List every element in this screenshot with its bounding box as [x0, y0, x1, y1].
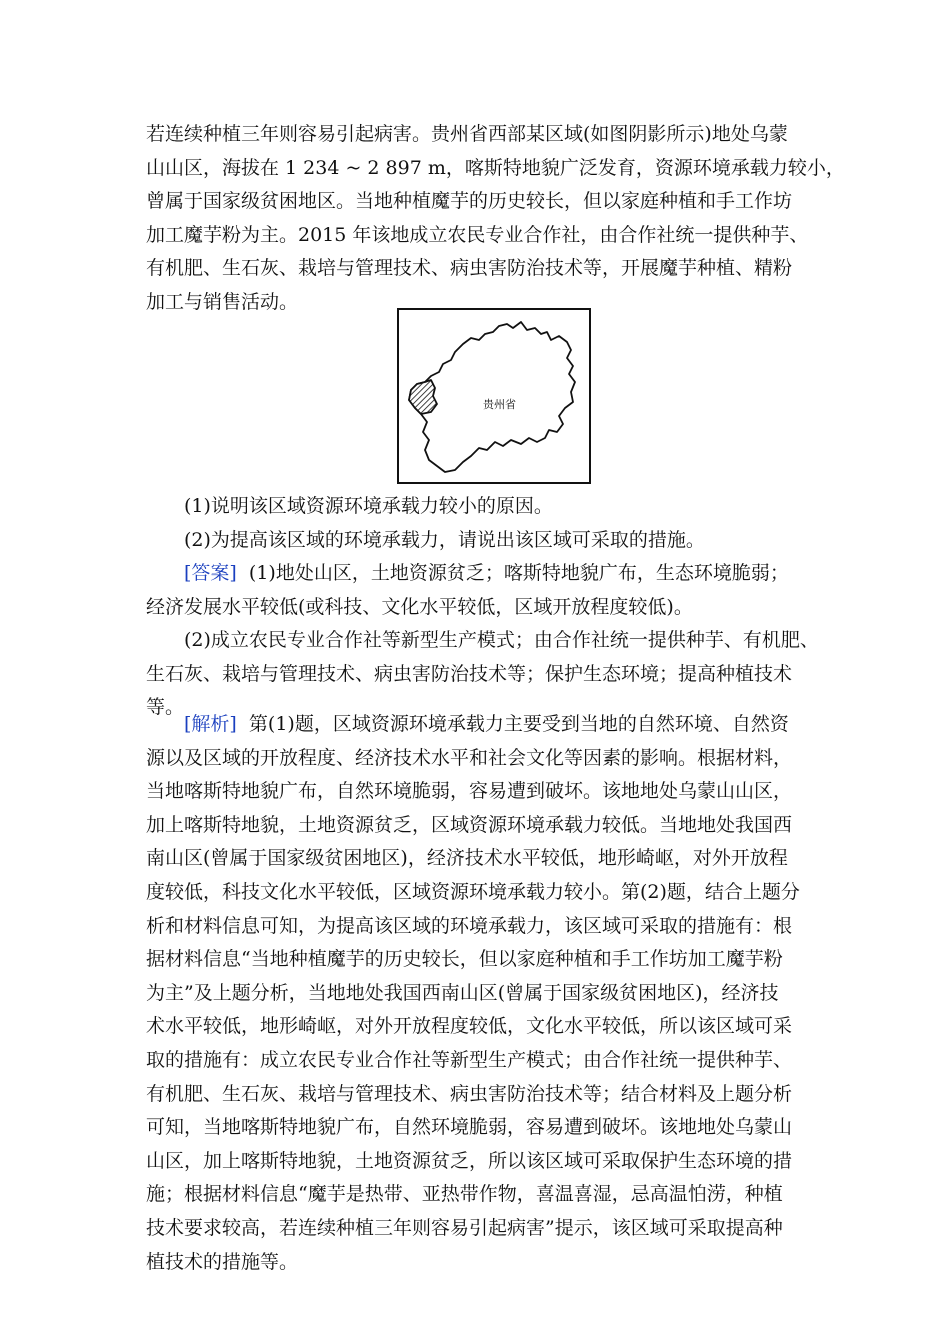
answer-line: (2)成立农民专业合作社等新型生产模式；由合作社统一提供种芋、有机肥、 [184, 629, 819, 651]
analysis-line: 源以及区域的开放程度、经济技术水平和社会文化等因素的影响。根据材料， [146, 746, 793, 769]
analysis-line: 施；根据材料信息“魔芋是热带、亚热带作物，喜温喜湿，忌高温怕涝，种植 [146, 1183, 783, 1206]
analysis-line: 术水平较低，地形崎岖，对外开放程度较低，文化水平较低，所以该区域可采 [146, 1015, 793, 1038]
intro-paragraph [146, 118, 845, 320]
analysis-line: 南山区(曾属于国家级贫困地区)，经济技术水平较低，地形崎岖，对外开放程 [146, 847, 788, 870]
analysis-line: 技术要求较高，若连续种植三年则容易引起病害”提示，该区域可采取提高种 [146, 1216, 783, 1239]
intro-line: 加工与销售活动。 [146, 290, 299, 313]
answer-tag: [答案] [184, 562, 237, 584]
analysis-line: 为主”及上题分析，当地地处我国西南山区(曾属于国家级贫困地区)，经济技 [146, 981, 779, 1004]
guizhou-map-figure [397, 308, 591, 484]
answer-line [146, 557, 818, 591]
analysis-line: 加上喀斯特地貌，土地资源贫乏，区域资源环境承载力较低。当地地处我国西 [146, 813, 793, 836]
analysis-block [146, 708, 818, 1279]
analysis-line: 植技术的措施等。 [146, 1250, 299, 1273]
analysis-line: 度较低，科技文化水平较低，区域资源环境承载力较小。第(2)题，结合上题分 [146, 880, 800, 903]
answer-text: (1)地处山区，土地资源贫乏；喀斯特地貌广布，生态环境脆弱； [248, 562, 789, 584]
answer-line: 经济发展水平较低(或科技、文化水平较低，区域开放程度较低)。 [146, 595, 693, 618]
analysis-text: 第(1)题，区域资源环境承载力主要受到当地的自然环境、自然资 [248, 713, 789, 735]
analysis-line [146, 708, 818, 742]
intro-line: 山山区，海拔在 1 234 ~ 2 897 m，喀斯特地貌广泛发育，资源环境承载力较小， [146, 156, 845, 179]
question-2 [146, 524, 818, 558]
analysis-line: 析和材料信息可知，为提高该区域的环境承载力，该区域可采取的措施有：根 [146, 914, 793, 937]
intro-line: 曾属于国家级贫困地区。当地种植魔芋的历史较长，但以家庭种植和手工作坊 [146, 190, 793, 213]
map-label-guizhou: 贵州省 [483, 398, 516, 411]
intro-line: 若连续种植三年则容易引起病害。贵州省西部某区域(如图阴影所示)地处乌蒙 [146, 123, 788, 145]
shaded-region [409, 380, 437, 414]
question-text: (1)说明该区域资源环境承载力较小的原因。 [184, 495, 553, 517]
analysis-line: 取的措施有：成立农民专业合作社等新型生产模式；由合作社统一提供种芋、 [146, 1048, 793, 1071]
answer-line: 等。 [146, 696, 185, 719]
analysis-line: 有机肥、生石灰、栽培与管理技术、病虫害防治技术等；结合材料及上题分析 [146, 1082, 793, 1105]
analysis-line: 可知，当地喀斯特地貌广布，自然环境脆弱，容易遭到破坏。该地地处乌蒙山 [146, 1116, 793, 1139]
analysis-line: 据材料信息“当地种植魔芋的历史较长，但以家庭种植和手工作坊加工魔芋粉 [146, 948, 783, 971]
question-1 [146, 490, 818, 524]
analysis-line: 当地喀斯特地貌广布，自然环境脆弱，容易遭到破坏。该地地处乌蒙山山区， [146, 780, 793, 803]
answer-block [146, 557, 818, 624]
question-text: (2)为提高该区域的环境承载力，请说出该区域可采取的措施。 [184, 529, 705, 551]
answer-line: 生石灰、栽培与管理技术、病虫害防治技术等；保护生态环境；提高种植技术 [146, 662, 793, 685]
intro-line: 加工魔芋粉为主。2015 年该地成立农民专业合作社，由合作社统一提供种芋、 [146, 223, 809, 246]
analysis-tag: [解析] [184, 713, 237, 735]
analysis-line: 山区，加上喀斯特地貌，土地资源贫乏，所以该区域可采取保护生态环境的措 [146, 1149, 793, 1172]
intro-line: 有机肥、生石灰、栽培与管理技术、病虫害防治技术等，开展魔芋种植、精粉 [146, 257, 793, 280]
